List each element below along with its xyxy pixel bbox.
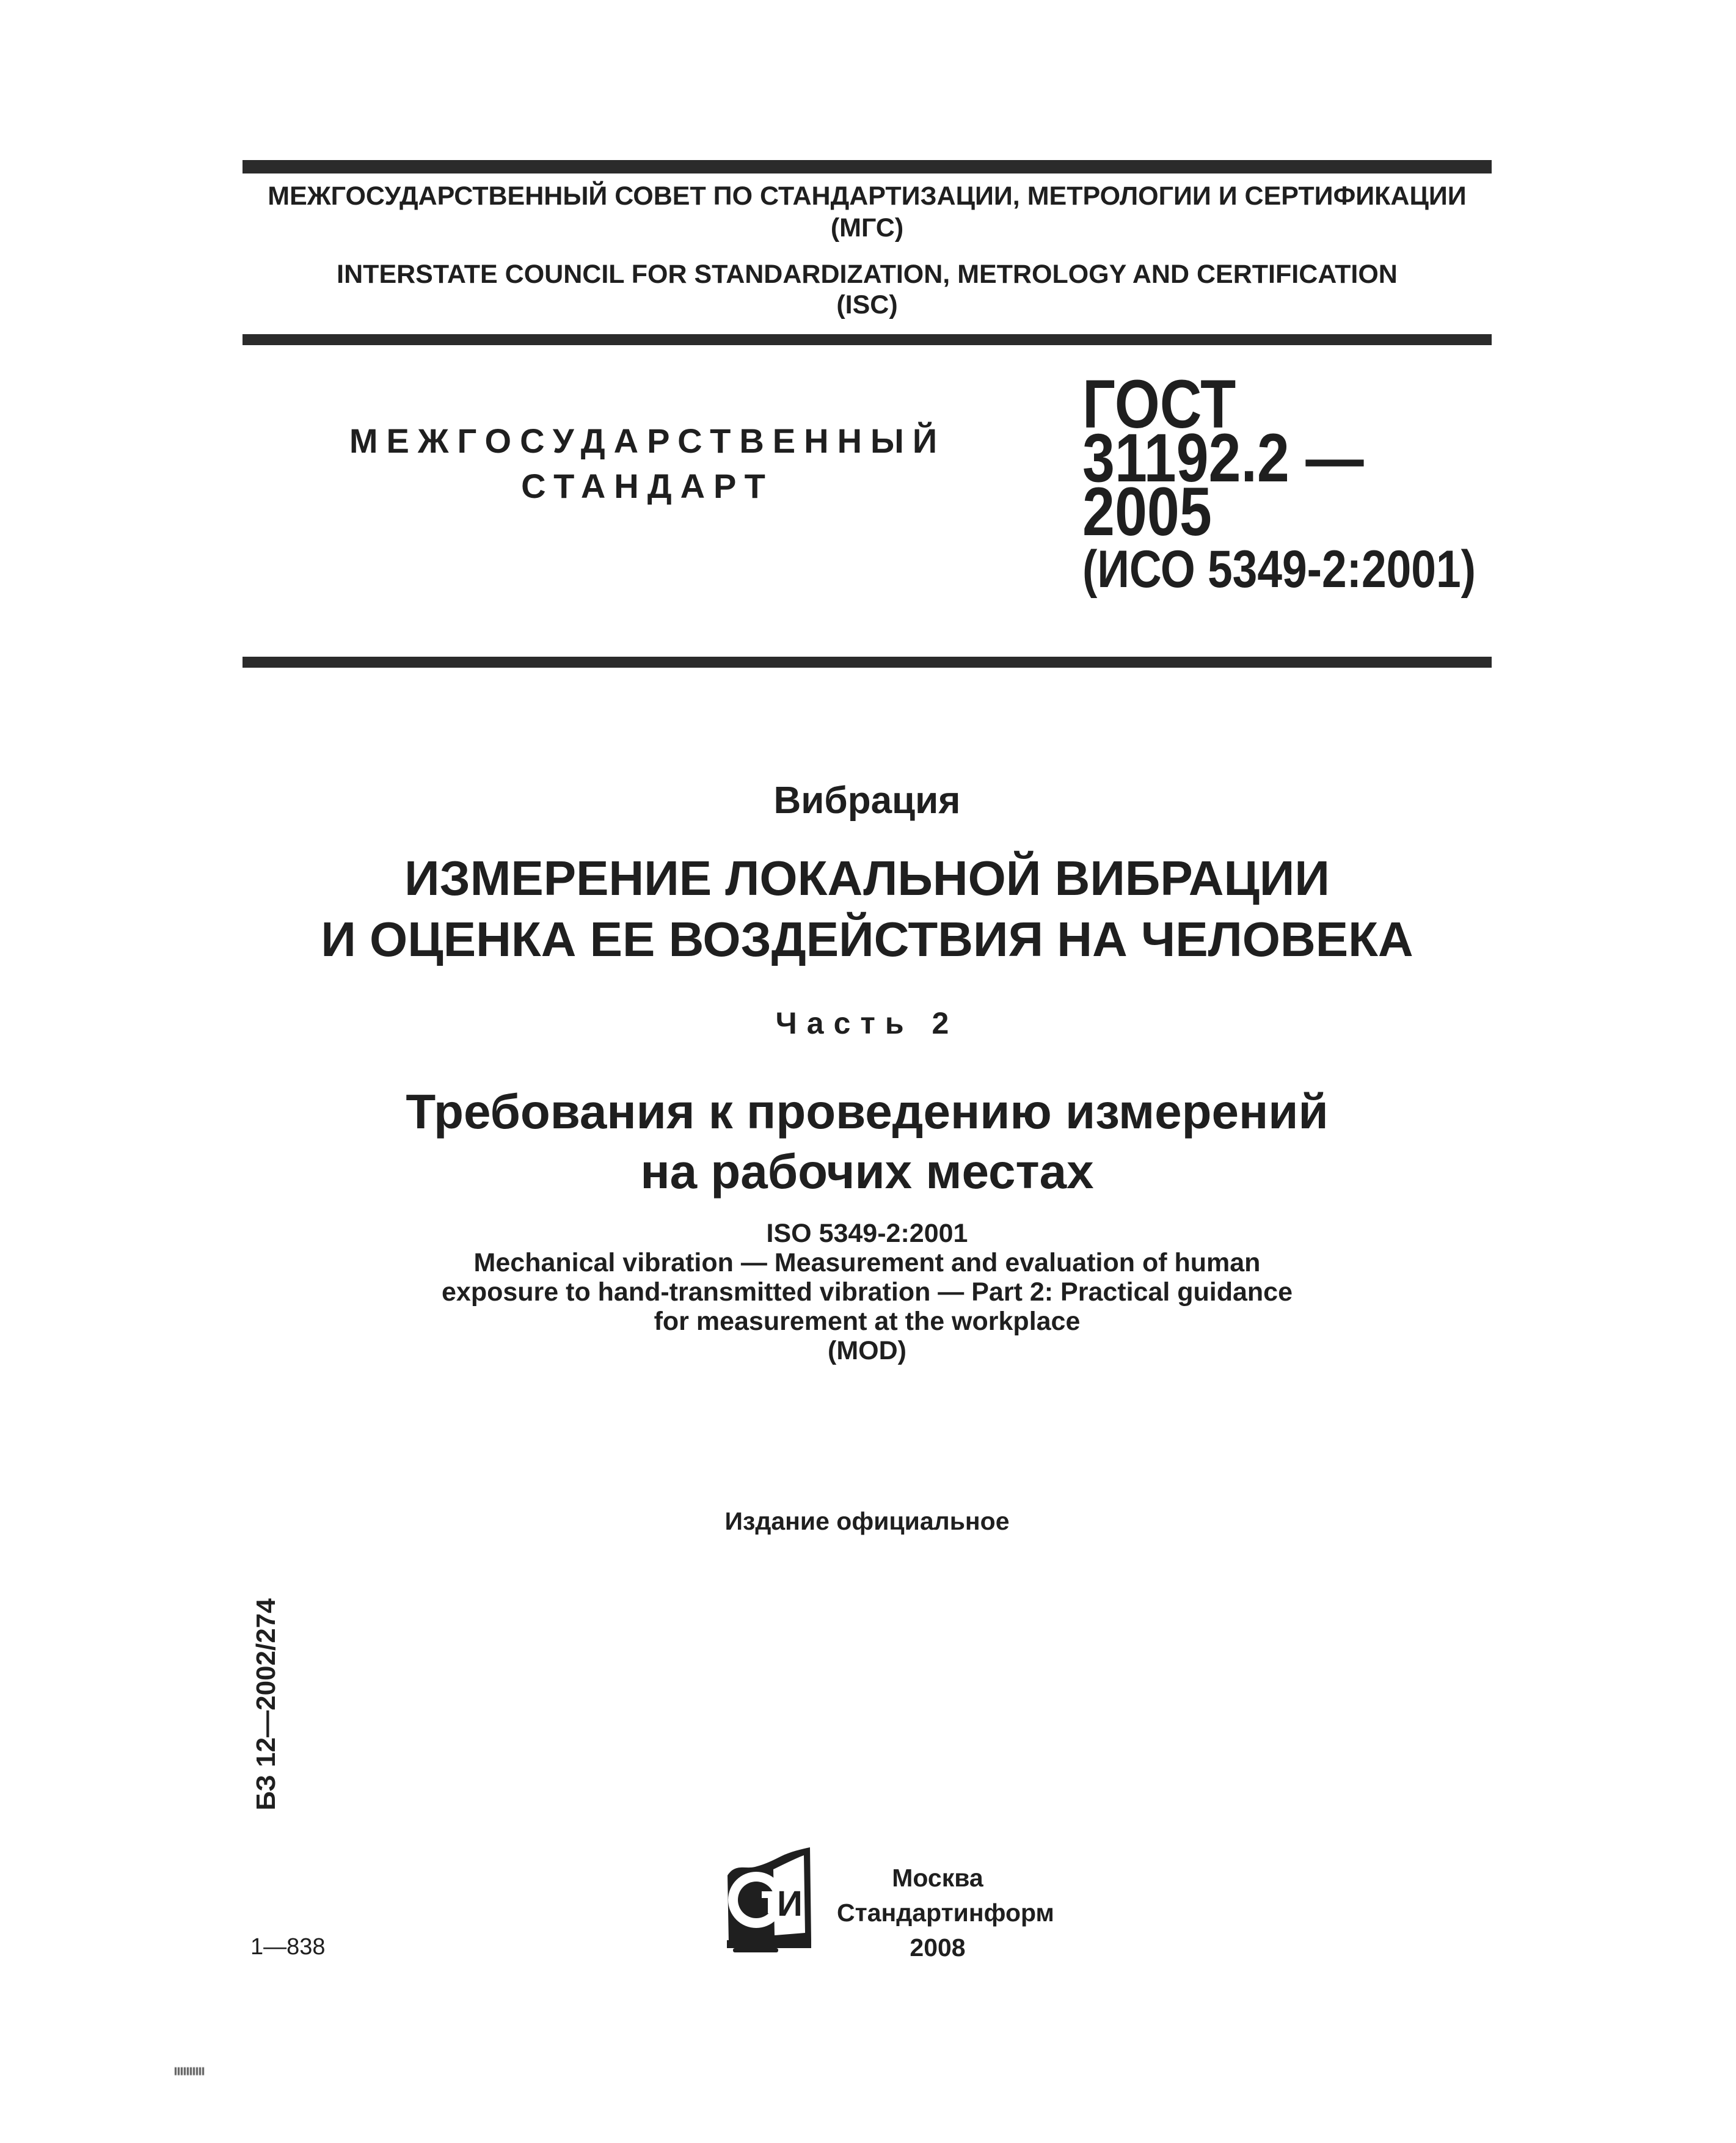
iso-title-line1: Mechanical vibration — Measurement and evaluation of human <box>473 1248 1261 1277</box>
council-name-en: INTERSTATE COUNCIL FOR STANDARDIZATION, METROLOGY AND CERTIFICATION <box>337 260 1398 289</box>
side-registration-code: БЗ 12—2002/274 <box>251 1598 281 1811</box>
iso-title-line3: for measurement at the workplace <box>654 1307 1081 1336</box>
title-part: Часть 2 <box>775 1006 959 1040</box>
council-abbr-en: (ISC) <box>836 290 898 319</box>
order-number: 1—838 <box>250 1934 326 1960</box>
imprint-city: Москва <box>892 1864 983 1892</box>
council-abbr-ru: (МГС) <box>830 213 904 243</box>
designation-line-gost: ГОСТ <box>1082 366 1236 442</box>
designation-line-iso: (ИСО 5349-2:2001) <box>1082 540 1476 599</box>
standard-designation <box>1082 366 1476 599</box>
designation-rule <box>243 657 1492 668</box>
edition-note: Издание официальное <box>724 1507 1010 1535</box>
top-rule <box>243 160 1492 173</box>
imprint-year: 2008 <box>910 1933 966 1962</box>
title-main-line1: ИЗМЕРЕНИЕ ЛОКАЛЬНОЙ ВИБРАЦИИ <box>404 851 1330 905</box>
title-main-line2: И ОЦЕНКА ЕЕ ВОЗДЕЙСТВИЯ НА ЧЕЛОВЕКА <box>321 912 1413 966</box>
council-name-ru: МЕЖГОСУДАРСТВЕННЫЙ СОВЕТ ПО СТАНДАРТИЗАЦИИ, МЕТРОЛОГИИ И СЕРТИФИКАЦИИ <box>268 181 1467 211</box>
standartinform-logo-icon <box>724 1847 814 1960</box>
title-subject: Вибрация <box>773 779 961 822</box>
logo-letter-i: И <box>777 1884 803 1924</box>
iso-reference: ISO 5349-2:2001 <box>766 1219 968 1248</box>
conformity-mark: (MOD) <box>828 1336 906 1365</box>
standard-type-line1: МЕЖГОСУДАРСТВЕННЫЙ <box>349 422 946 460</box>
imprint-publisher: Стандартинформ <box>837 1899 1054 1927</box>
header-rule <box>243 334 1492 345</box>
title-subtitle-line2: на рабочих местах <box>640 1144 1094 1199</box>
standard-type-line2: СТАНДАРТ <box>521 467 774 505</box>
designation-line-year: 2005 <box>1082 473 1212 550</box>
designation-line-number: 31192.2 — <box>1082 420 1364 496</box>
iso-title-line2: exposure to hand-transmitted vibration — Part 2: Practical guidance <box>441 1277 1293 1307</box>
scan-smudge <box>175 2067 205 2075</box>
title-subtitle-line1: Требования к проведению измерений <box>406 1084 1329 1139</box>
